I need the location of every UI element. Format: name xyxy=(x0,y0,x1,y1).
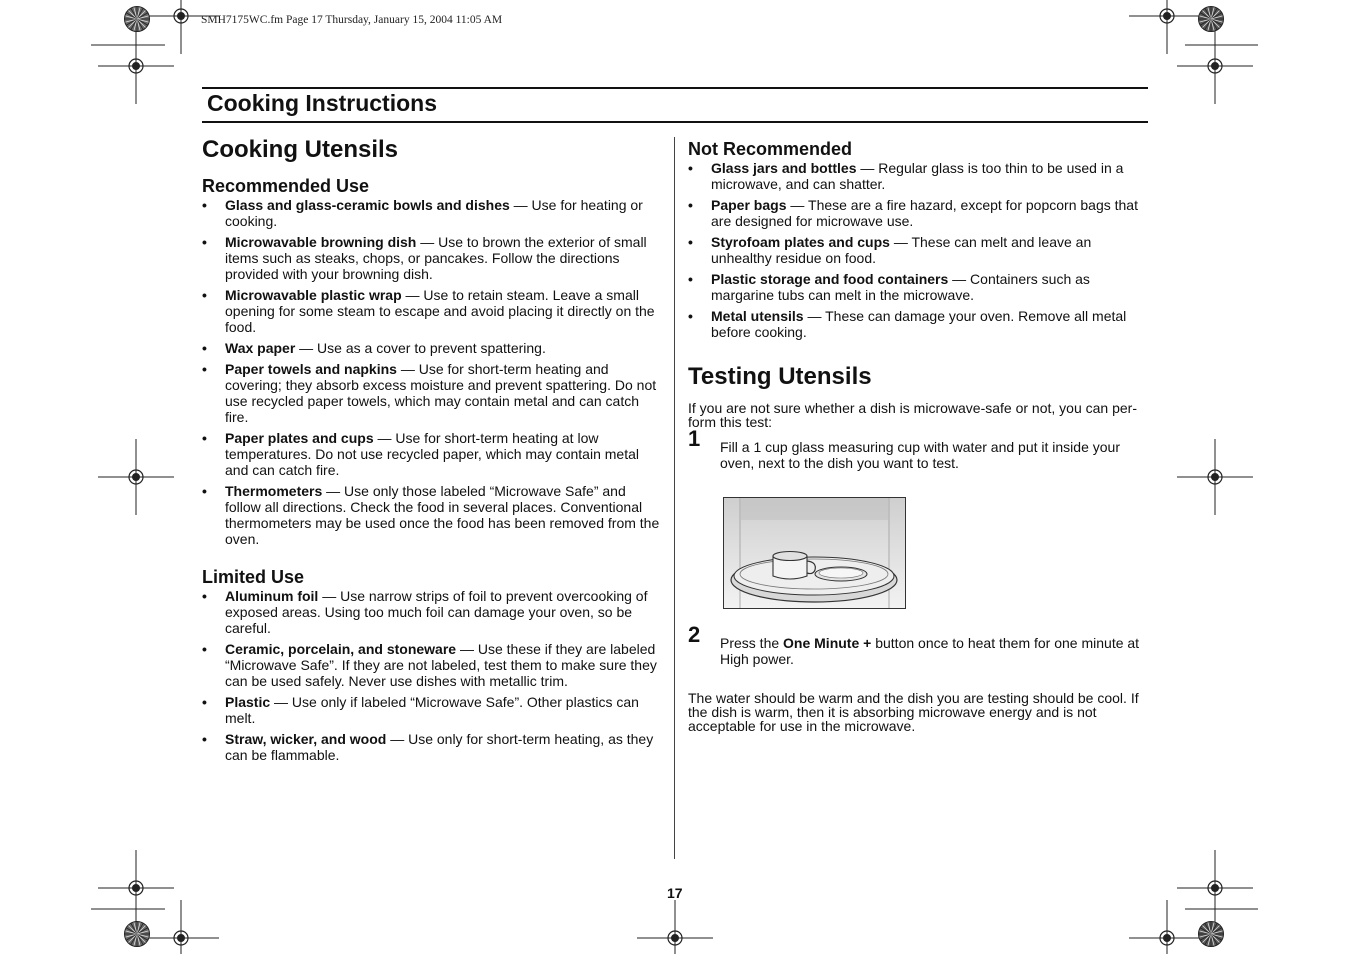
bullet-glyph: • xyxy=(202,287,207,303)
step-1-text: Fill a 1 cup glass measuring cup with water and put it inside your oven, next to the dish you want to test. xyxy=(720,439,1120,471)
limited-item-term: Plastic xyxy=(225,694,271,710)
testing-utensils-title: Testing Utensils xyxy=(688,363,872,390)
recommended-item-text: — Use as a cover to prevent spattering. xyxy=(295,340,546,356)
section-title: Cooking Instructions xyxy=(207,90,437,116)
recommended-item-text: — Use to retain steam. Leave a small opening for some steam to escape and avoid placing it directly on the food. xyxy=(225,287,655,335)
limited-item-term: Ceramic, porcelain, and stoneware xyxy=(225,641,457,657)
not-recommended-item-term: Styrofoam plates and cups xyxy=(711,234,890,250)
cooking-utensils-title: Cooking Utensils xyxy=(202,136,399,163)
not-recommended-item-term: Paper bags xyxy=(711,197,787,213)
testing-intro: If you are not sure whether a dish is microwave-safe or not, you can per-form this test: xyxy=(688,400,1137,430)
recommended-item-term: Microwavable plastic wrap xyxy=(225,287,402,303)
starburst-mark xyxy=(125,922,150,947)
limited-item-text: — Use only for short-term heating, as they can be flammable. xyxy=(225,731,654,763)
recommended-item-term: Thermometers xyxy=(225,483,323,499)
limited-item-text: — Use only if labeled “Microwave Safe”. Other plastics can melt. xyxy=(225,694,639,726)
bullet-glyph: • xyxy=(688,160,693,176)
bullet-glyph: • xyxy=(202,731,207,747)
limited-use-heading: Limited Use xyxy=(202,567,305,587)
not-recommended-heading: Not Recommended xyxy=(688,139,853,159)
recommended-item-text: — Use for heating or cooking. xyxy=(225,197,643,229)
bullet-glyph: • xyxy=(688,234,693,250)
not-recommended-item-term: Glass jars and bottles xyxy=(711,160,857,176)
step-2-text-pre: Press the xyxy=(720,635,784,651)
bullet-glyph: • xyxy=(202,361,207,377)
recommended-item-term: Paper towels and napkins xyxy=(225,361,397,377)
bullet-glyph: • xyxy=(688,271,693,287)
registration-mark xyxy=(98,28,174,104)
bullet-glyph: • xyxy=(202,694,207,710)
recommended-item-term: Microwavable browning dish xyxy=(225,234,417,250)
not-recommended-item-term: Metal utensils xyxy=(711,308,804,324)
not-recommended-item-text: — These are a fire hazard, except for popcorn bags that are designed for microwave use. xyxy=(711,197,1138,229)
registration-mark xyxy=(1129,0,1205,54)
registration-mark xyxy=(98,850,174,926)
bullet-glyph: • xyxy=(202,588,207,604)
page-number: 17 xyxy=(667,885,683,901)
bullet-glyph: • xyxy=(202,197,207,213)
registration-mark xyxy=(143,0,219,54)
not-recommended-item-text: — These can melt and leave an unhealthy residue on food. xyxy=(711,234,1092,266)
not-recommended-item-text: — These can damage your oven. Remove all metal before cooking. xyxy=(711,308,1127,340)
starburst-mark xyxy=(1199,922,1224,947)
recommended-item-term: Paper plates and cups xyxy=(225,430,374,446)
registration-mark xyxy=(143,900,219,954)
limited-item-term: Straw, wicker, and wood xyxy=(225,731,387,747)
recommended-item-term: Wax paper xyxy=(225,340,296,356)
bullet-glyph: • xyxy=(202,340,207,356)
testing-conclusion: The water should be warm and the dish you are testing should be cool. If the dish is warm, then it is absorbing microwave energy and is not acceptable for use in the microwave. xyxy=(688,690,1139,734)
starburst-marks xyxy=(125,7,1224,947)
bullet-glyph: • xyxy=(688,197,693,213)
recommended-use-heading: Recommended Use xyxy=(202,176,370,196)
registration-marks xyxy=(98,0,1253,954)
bullet-glyph: • xyxy=(202,430,207,446)
not-recommended-item-term: Plastic storage and food containers xyxy=(711,271,949,287)
registration-mark xyxy=(637,900,713,954)
step-2-number: 2 xyxy=(688,622,701,647)
bullet-glyph: • xyxy=(202,234,207,250)
starburst-mark xyxy=(125,7,150,32)
limited-item-term: Aluminum foil xyxy=(225,588,319,604)
recommended-item-text: — Use for short-term heating at low temperatures. Do not use recycled paper, which may contain metal and can catch fire. xyxy=(225,430,639,478)
recommended-item-term: Glass and glass-ceramic bowls and dishes xyxy=(225,197,510,213)
one-minute-button-label: One Minute + xyxy=(783,635,872,651)
recommended-item-text: — Use to brown the exterior of small items such as steaks, chops, or pancakes. Follow the directions provided with your browning dish. xyxy=(225,234,647,282)
limited-item-text: — Use narrow strips of foil to prevent overcooking of exposed areas. Using too much foil can damage your oven, so be careful. xyxy=(225,588,648,636)
registration-mark xyxy=(1177,28,1253,104)
not-recommended-item-text: — Containers such as margarine tubs can melt in the microwave. xyxy=(711,271,1090,303)
registration-mark xyxy=(1129,900,1205,954)
recommended-item-text: — Use for short-term heating and covering; they absorb excess moisture and prevent spattering. Do not use recycled paper towels, which may contain metal and can catch fire. xyxy=(225,361,657,425)
starburst-mark xyxy=(1199,7,1224,32)
registration-mark xyxy=(98,439,174,515)
bullet-glyph: • xyxy=(202,641,207,657)
step-1-number: 1 xyxy=(688,426,701,451)
limited-item-text: — Use these if they are labeled “Microwave Safe”. If they are not labeled, test them to make sure they can be used safely. Never use dishes with metallic trim. xyxy=(225,641,657,689)
bullet-glyph: • xyxy=(202,483,207,499)
step-2-text-post: button once to heat them for one minute at High power. xyxy=(720,635,1140,667)
registration-mark xyxy=(1177,439,1253,515)
registration-mark xyxy=(1177,850,1253,926)
bullet-glyph: • xyxy=(688,308,693,324)
recommended-item-text: — Use only those labeled “Microwave Safe” and follow all directions. Check the food in several places. Conventional thermometers may be used once the food has been removed from the oven. xyxy=(225,483,660,547)
printer-slug: SMH7175WC.fm Page 17 Thursday, January 15, 2004 11:05 AM xyxy=(201,14,503,26)
not-recommended-item-text: — Regular glass is too thin to be used in a microwave, and can shatter. xyxy=(711,160,1124,192)
